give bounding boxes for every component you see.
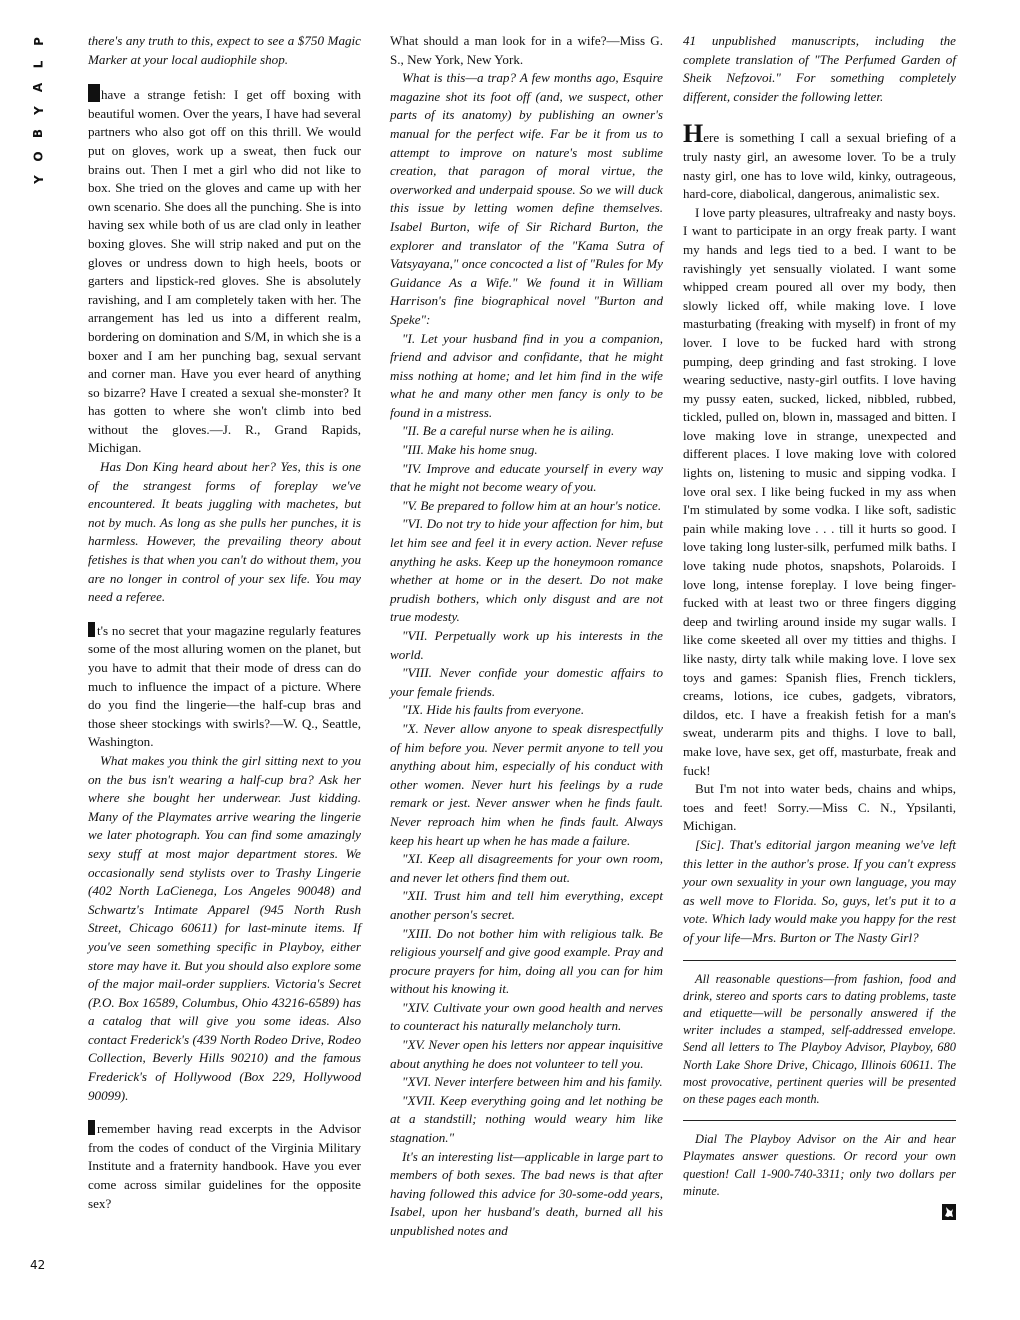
letter-paragraph: Here is something I call a sexual briefing of a truly nasty girl, an awesome lover. To be a truly nasty girl, one has to love wild, kinky, outrageous, hard-core, diabolical, dangerous, animalistic sex. — [683, 119, 956, 202]
answer-paragraph: What is this—a trap? A few months ago, Esquire magazine shot its foot off (and, we suspect, other parts of its anatomy) by publishing an owner's manual for the perfect wife. Far be it from us to attempt to improve on nature's most sublime creation, that paragon of moral virtue, the overworked and underpaid spouse. So we will duck this issue by letting women define themselves. Isabel Burton, wife of Sir Richard Burton, the explorer and translator of the "Kama Sutra of Vatsyayana," once concocted a list of "Rules for My Guidance As a Wife." We found it in William Harrison's fine biographical novel "Burton and Speke": — [390, 70, 663, 327]
rule-item: "XI. Keep all disagreements for your own room, and never let others find them out. — [390, 851, 663, 885]
rule-item: "XIII. Do not bother him with religious talk. Be religious yourself and give good example. Pray and procure prayers for him, doing all you can for him without his knowing it. — [390, 925, 663, 997]
letter-paragraph: What should a man look for in a wife?—Miss G. S., New York, New York. — [390, 33, 663, 67]
rule-item: "VIII. Never confide your domestic affairs to your female friends. — [390, 665, 663, 699]
page-number: 42 — [30, 1258, 46, 1272]
column-1 — [88, 32, 361, 1213]
rabbit-head-icon — [942, 1204, 956, 1220]
rule-item: "XIV. Cultivate your own good health and nerves to counteract his naturally melancholy turn. — [390, 999, 663, 1034]
drop-cap-block — [88, 622, 95, 637]
answer-paragraph: Has Don King heard about her? Yes, this is one of the strangest forms of foreplay we've encountered. It beats juggling with machetes, but not by much. As long as she pulls her punches, it is harmless. However, the prevailing theory about fetishes is that when you can't do without them, you are no longer in control of your sex life. You may need a referee. — [88, 459, 361, 605]
running-head-letter: O — [31, 151, 46, 162]
rule-item: "V. Be prepared to follow him at an hour's notice. — [402, 497, 662, 513]
column-2 — [390, 32, 663, 1241]
running-head-letter: A — [31, 82, 46, 93]
rule-item: "VII. Perpetually work up his interests in the world. — [390, 628, 663, 662]
answer-continuation: 41 unpublished manuscripts, including the complete translation of "The Perfumed Garden of Sheik Nefzovoi." For something completely different, consider the following letter. — [683, 33, 956, 104]
rule-item: "XVI. Never interfere between him and his family. — [402, 1074, 663, 1090]
notice-text: All reasonable questions—from fashion, food and drink, stereo and sports cars to dating problems, taste and etiquette—will be personally answered if the writer includes a stamped, self-addressed envelope. Send all letters to The Playboy Advisor, Playboy, 680 North Lake Shore Drive, Chicago, Illinois 60611. The most provocative, pertinent queries will be presented on these pages each month. — [683, 971, 956, 1106]
drop-cap-letter: H — [683, 119, 704, 149]
answer-paragraph: What makes you think the girl sitting next to you on the bus isn't wearing a half-cup bra? Ask her where she bought her underwear. Just kidding. Many of the Playmates arrive wearing the lingerie we later photograph. You can find some amazingly sexy stuff at most major department stores. We occasionally send stylists over to Trashy Lingerie (402 North LaCienega, Los Angeles 90048) and Schwartz's Intimate Apparel (945 North Rush Street, Chicago 60611) for last-minute items. If you've seen something specific in Playboy, either store may have it. But you should also explore some of the major mail-order suppliers. Victoria's Secret (P.O. Box 16589, Columbus, Ohio 43216-6589) has a catalog that will give you some ideas. Also contact Frederick's (439 North Rodeo Drive, Rodeo Collection, Beverly Hills 90210) and the famous Frederick's of Hollywood (Box 229, Hollywood 90099). — [88, 752, 361, 1103]
phone-notice — [683, 1131, 956, 1200]
rule-item: "VI. Do not try to hide your affection for him, but let him see and feel it in every action. Never refuse anything he asks. Keep up the honeymoon romance whether at home or in the desert. Do not make prudish bothers, which only disgust and are not true modesty. — [390, 516, 663, 625]
running-head-letter: L — [31, 60, 46, 69]
rule-item: "I. Let your husband find in you a companion, friend and advisor and confidante, that he might miss nothing at home; and let him find in the wife what he and many other men fancy is only to be found in a mistress. — [390, 330, 663, 420]
drop-cap-block — [88, 1120, 95, 1135]
letter-paragraph: have a strange fetish: I get off boxing with beautiful women. Over the years, I have had several partners who also got off on this thrill. We would put on gloves, work up a sweat, then fuck our brains out. Then I met a girl who did not like to box. She tried on the gloves and came up with her own scenario. She does all the punching. She is into having sex while both of us are clad only in leather boxing gloves. She will strip naked and put on the gloves or undress down to high heels, boots or garters and lipstick-red gloves. She is absolutely ravishing, and I am completely taken with her. The arrangement has led us into a different realm, bordering on domination and S/M, in which she is a boxer and I am her punching bag, sexual servant and corner man. Have you ever heard of anything so bizarre? Have I created a sexual she-monster? It has gotten to where she won't climb into bed without the gloves.—J. R., Grand Rapids, Michigan. — [88, 84, 361, 458]
drop-cap-block — [88, 84, 100, 102]
advisor-notice — [683, 971, 956, 1109]
running-head-letter: Y — [31, 175, 46, 184]
rule-item: "X. Never allow anyone to speak disrespectfully of him before you. Never permit anyone to tell you anything about him, especially of his conduct with other women. Never hurt his feelings by a rude remark or jest. Never answer when he finds fault. Never reproach him when he finds fault. Always keep his heart up when he has made a failure. — [390, 720, 663, 848]
running-head — [28, 30, 50, 191]
rule-item: "IV. Improve and educate yourself in every way that he might not become weary of you. — [390, 460, 663, 495]
column-3 — [683, 32, 956, 1220]
rule-item: "IX. Hide his faults from everyone. — [402, 702, 585, 718]
notice-text: Dial The Playboy Advisor on the Air and hear Playmates answer questions. Or record your own question! Call 1-900-740-3311; only two dollars per minute. — [683, 1132, 956, 1198]
running-head-letter: P — [31, 37, 46, 46]
running-head-letter: B — [31, 128, 46, 139]
letter-paragraph: I love party pleasures, ultrafreaky and nasty boys. I want to participate in an orgy freak party. I want my hands and legs tied to a bed. I want to be ravishingly yet sensually violated. I want some whipped cream poured all over my body, then slowly licked off, while making love. I love masturbating (freaking with myself) in front of my lover. I love to be fucked hard with strong pumping, deep grinding and fast stroking. I love wearing seductive, nasty-girl outfits. I love having my pussy eaten, sucked, licked, nibbled, rubbed, tickled, pulled on, blown in, massaged and bitten. I love making love in strange, unexpected and different places. I love making love with colored lights on, listening to music and sipping vodka. I love oral sex. I like being fucked in my ass when I'm stimulated by some vodka. I like soft, sadistic pain while making love . . . till it hurts so good. I love taking long luster-silk, perfumed milk baths. I love taking nude photos, snapshots, Polaroids. I love long, intense foreplay. I love being finger-fucked with at least two or three fingers digging deep and twirling around inside my sugar walls. I like come skeeted all over my titties and thighs. I like nasty, dirty talk while making love. I love sex toys and games: Spanish flies, French ticklers, creams, lotions, ice cubes, gadgets, vibrators, dildos, etc. I have a freakish fetish for a man's sweat, underarm pits and thighs. I love to ball, make love, have sex, get off, masturbate, freak and fuck! — [683, 204, 956, 778]
rule-item: "XII. Trust him and tell him everything, except another person's secret. — [390, 888, 663, 922]
answer-paragraph: It's an interesting list—applicable in large part to members of both sexes. The bad news is that after having followed this advice for 30-some-odd years, Isabel, upon her husband's death, burned all his unpublished notes and — [390, 1148, 663, 1238]
rule-item: "II. Be a careful nurse when he is ailing. — [402, 423, 615, 439]
rule-item: "XVII. Keep everything going and let nothing be at a standstill; nothing would weary him like stagnation." — [390, 1092, 663, 1146]
rule-item: "III. Make his home snug. — [402, 442, 538, 458]
answer-continuation: there's any truth to this, expect to see a $750 Magic Marker at your local audiophile shop. — [88, 33, 361, 67]
letter-paragraph: But I'm not into water beds, chains and whips, toes and feet! Sorry.—Miss C. N., Ypsilanti, Michigan. — [683, 781, 956, 834]
running-head-letter: Y — [31, 106, 46, 115]
divider — [683, 960, 956, 961]
rule-item: "XV. Never open his letters nor appear inquisitive about anything he does not volunteer to tell you. — [390, 1037, 663, 1071]
rules-list — [390, 330, 663, 1148]
answer-paragraph: [Sic]. That's editorial jargon meaning we've left this letter in the author's prose. If you can't express your own sexuality in your own language, you may as well move to Florida. So, guys, let's put it to a vote. Which lady would make you happy for the rest of your life—Mrs. Burton or The Nasty Girl? — [683, 836, 956, 945]
divider — [683, 1120, 956, 1121]
letter-paragraph: t's no secret that your magazine regularly features some of the most alluring women on the planet, but you have to admit that their mode of dress can do much to influence the impact of a picture. Where do you find the lingerie—the half-cup bras and those sheer stockings with swirls?—W. Q., Seattle, Washington. — [88, 622, 361, 750]
letter-paragraph: remember having read excerpts in the Advisor from the codes of conduct of the Virginia Military Institute and a fraternity handbook. Have you ever come across similar guidelines for the opposite sex? — [88, 1121, 361, 1211]
